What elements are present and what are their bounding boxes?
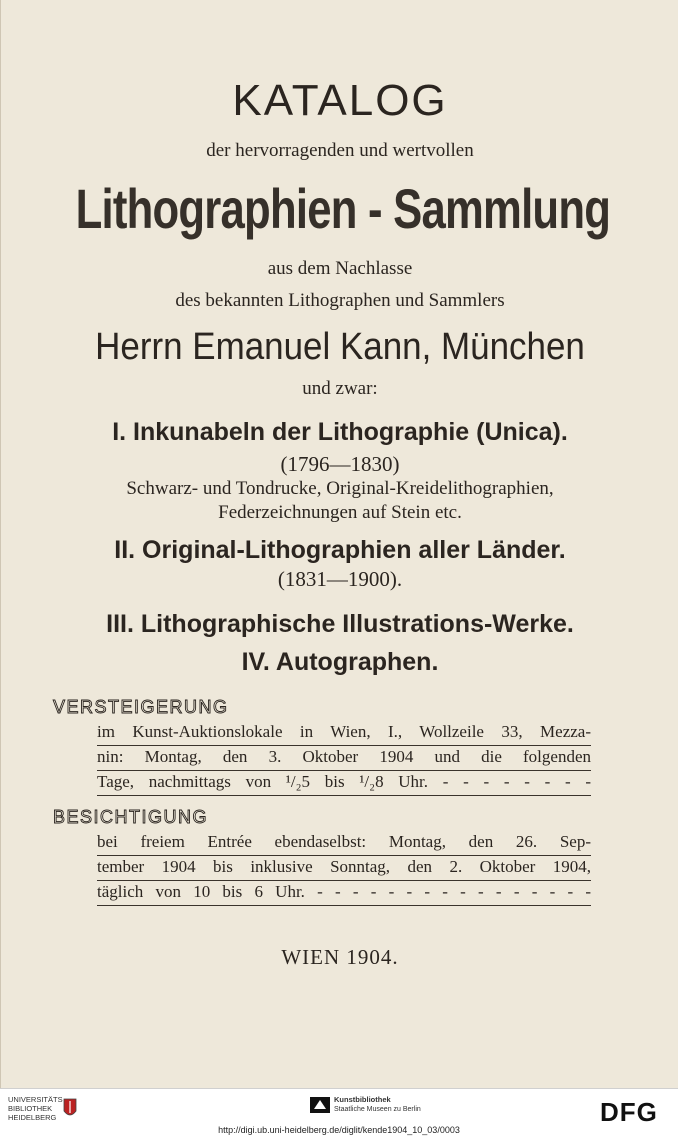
subtitle-line-1: der hervorragenden und wertvollen bbox=[206, 140, 474, 161]
section-1-title: I. Inkunabeln der Lithographie (Unica). bbox=[112, 418, 568, 446]
versteigerung-label: VERSTEIGERUNG bbox=[53, 697, 229, 717]
source-url-link[interactable]: http://digi.ub.uni-heidelberg.de/diglit/kende1904_10_03/0003 bbox=[218, 1125, 460, 1135]
besichtigung-block bbox=[97, 831, 591, 906]
section-1-description-2: Federzeichnungen auf Stein etc. bbox=[218, 502, 462, 523]
section-4-title: IV. Autographen. bbox=[241, 648, 439, 676]
university-seal-icon bbox=[62, 1097, 78, 1121]
catalog-heading: KATALOG bbox=[232, 76, 448, 125]
versteigerung-line: im Kunst-Auktionslokale in Wien, I., Wollzeile 33, Mezza- bbox=[97, 721, 591, 746]
section-2-years: (1831—1900). bbox=[277, 567, 403, 591]
subtitle-line-2: aus dem Nachlasse bbox=[267, 258, 413, 279]
besichtigung-line: bei freiem Entrée ebendaselbst: Montag, den 26. Sep- bbox=[97, 831, 591, 856]
university-library-logo: UNIVERSITÄTS BIBLIOTHEK HEIDELBERG bbox=[8, 1095, 63, 1122]
kunstbibliothek-logo: Kunstbibliothek Staatliche Museen zu Berlin bbox=[334, 1095, 421, 1113]
versteigerung-line: nin: Montag, den 3. Oktober 1904 und die folgenden bbox=[97, 746, 591, 771]
section-1-description-1: Schwarz- und Tondrucke, Original-Kreidelithographien, bbox=[126, 478, 554, 499]
dfg-logo: DFG bbox=[600, 1097, 658, 1127]
besichtigung-line: tember 1904 bis inklusive Sonntag, den 2. Oktober 1904, bbox=[97, 856, 591, 881]
subtitle-line-4: und zwar: bbox=[302, 378, 378, 399]
versteigerung-line: Tage, nachmittags von ¹/₂5 bis ¹/₂8 Uhr. - - - - - - - - bbox=[97, 771, 591, 796]
kunstbibliothek-logo-icon bbox=[310, 1097, 330, 1113]
section-2-title: II. Original-Lithographien aller Länder. bbox=[114, 536, 566, 564]
place-date: WIEN 1904. bbox=[281, 945, 399, 969]
besichtigung-label: BESICHTIGUNG bbox=[53, 807, 209, 827]
section-1-years: (1796—1830) bbox=[280, 452, 400, 476]
collector-name: Herrn Emanuel Kann, München bbox=[95, 326, 585, 368]
footer-bar bbox=[0, 1088, 678, 1137]
versteigerung-block bbox=[97, 721, 591, 796]
section-3-title: III. Lithographische Illustrations-Werke. bbox=[106, 610, 574, 638]
subtitle-line-3: des bekannten Lithographen und Sammlers bbox=[175, 290, 505, 311]
collection-title: Lithographien - Sammlung bbox=[75, 177, 611, 240]
besichtigung-line: täglich von 10 bis 6 Uhr. - - - - - - - - - - - - - - - - bbox=[97, 881, 591, 906]
